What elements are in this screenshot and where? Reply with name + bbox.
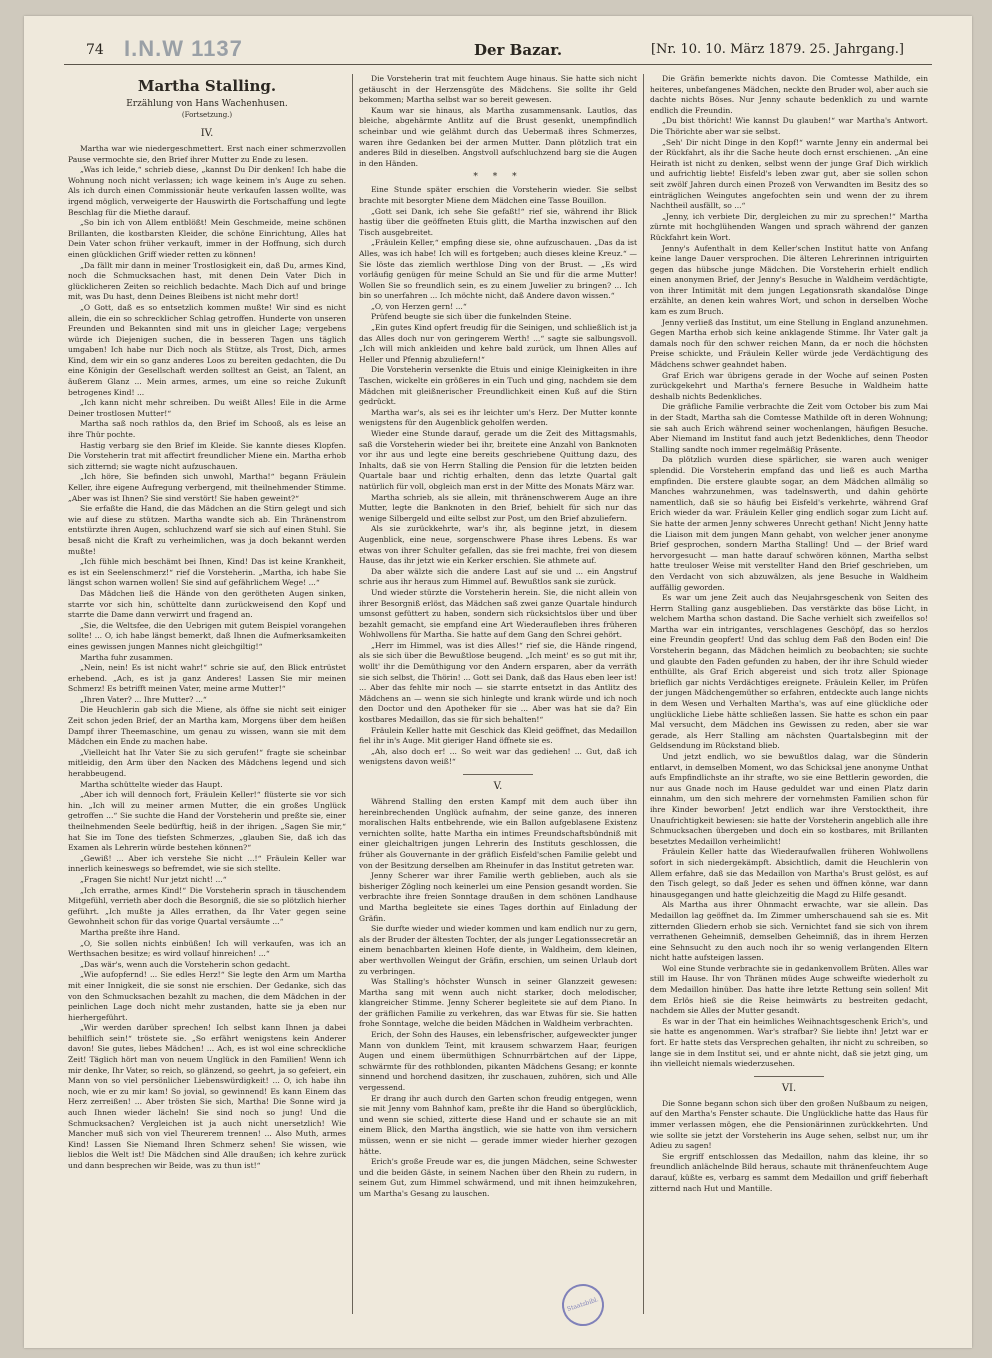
paragraph: „Ich höre, Sie befinden sich unwohl, Martha!“ begann Fräulein Keller, ihre eigene Aufregung verbergend, mit theilnehmender Stimme. „Aber was ist Ihnen? Sie sind verstört! Sie haben geweint?“: [68, 472, 346, 503]
paragraph: „Ein gutes Kind opfert freudig für die Seinigen, und schließlich ist ja das Alles doch nur von geringerem Werth! ...“ sagte sie salbungsvoll. „Ich will mich ankleiden und kehre bald zurück, um Ihnen Alles auf Heller und Pfennig abzuliefern!“: [359, 323, 637, 364]
paragraph: Fräulein Keller hatte das Wiederaufwallen früheren Wohlwollens sofort in sich niedergekämpft. Absichtlich, damit die Heuchlerin von Allem erfahre, daß sie das Medaillon von Martha's Brust gelöst, es auf den Tisch gelegt, so daß Jeder es sehen und öffnen könne, war dann hinausgegangen und hatte gleichzeitig die Magd zu Hilfe gesandt.: [650, 847, 928, 899]
paragraph: Er drang ihr auch durch den Garten schon freudig entgegen, wenn sie mit Jenny vom Bahnhof kam, preßte ihr die Hand so überglücklich, und wenn sie schied, zitterte diese Hand und er schaute sie an mit einem Blick, den Martha ängstlich, wie sie hatte von ihm versichern müssen, wenn er sie nicht — gerade immer wieder hierher gezogen hätte.: [359, 1093, 637, 1156]
paragraph: Kaum war sie hinaus, als Martha zusammensank. Lautlos, das bleiche, abgehärmte Antlitz auf die Brust gesenkt, unempfindlich scheinbar und wie gelähmt durch das Uebermaß ihres Schmerzes, waren ihre Gedanken bei der armen Mutter. Dann plötzlich trat ein anderes Bild in dieselben. Angstvoll aufschluchzend barg sie die Augen in den Händen.: [359, 105, 637, 168]
story-title: Martha Stalling.: [137, 77, 277, 95]
paragraph: Erich's große Freude war es, die jungen Mädchen, seine Schwester und die beiden Gäste, in seinem Nachen über den Rhein zu rudern, in seinem Gut, zum Himmel schwärmend, und mit ihnen heimzukehren, um Martha's Gesang zu lauschen.: [359, 1157, 637, 1198]
paragraph: „Gott sei Dank, ich sehe Sie gefaßt!“ rief sie, während ihr Blick hastig über die geöffneten Etuis glitt, die Martha inzwischen auf den Tisch ausgebreitet.: [359, 206, 637, 237]
header-rule: [64, 64, 932, 65]
masthead: Der Bazar.: [474, 41, 563, 59]
paragraph: Sie durfte wieder und wieder kommen und kam endlich nur zu gern, als der Bruder der ältesten Tochter, der als junger Legationssecretär an einem benachbarten kleinen Hofe diente, in Waldheim, dem kleinen, aber werthvollen Weingut der Gräfin, erschien, um seinen Urlaub dort zu verbringen.: [359, 924, 637, 976]
paragraph: Martha fuhr zusammen.: [80, 652, 173, 662]
paragraph: Fräulein Keller hatte mit Geschick das Kleid geöffnet, das Medaillon fiel ihr in's Auge. Mit gieriger Hand öffnete sie es.: [359, 725, 637, 746]
paragraph: Die Gräfin bemerkte nichts davon. Die Comtesse Mathilde, ein heiteres, unbefangenes Mädchen, neckte den Bruder wol, aber auch sie dachte nichts Böses. Nur Jenny schaute bedenklich zu und warnte endlich die Freundin.: [650, 74, 928, 115]
column-3: [650, 74, 928, 1314]
paragraph: „O, von Herzen gern! ...“: [371, 301, 467, 311]
newspaper-page: [24, 16, 972, 1348]
paragraph: „Wie aufopfernd! ... Sie edles Herz!“ Sie legte den Arm um Martha mit einer Innigkeit, die sie sonst nie erschien. Der Gedanke, sich das von den Schmucksachen bezahlt zu machen, die dem Mädchen in der peinlichen Lage doch nicht mehr zustanden, hatte sie ja eben nur hierhergeführt.: [68, 970, 346, 1022]
paragraph: Jenny's Aufenthalt in dem Keller'schen Institut hatte von Anfang keine lange Dauer versprochen. Die älteren Lehrerinnen intriguirten gegen das hübsche junge Mädchen. Die Vorsteherin erhielt endlich einen anonymen Brief, der Jenny's Besuche in Waldheim verdächtigte, von ihrer Intimität mit dem jungen Legationsrath skandalöse Dinge erzählte, an denen kein wahres Wort, und schon in derselben Woche kam es zum Bruch.: [650, 243, 928, 317]
column-divider: [352, 74, 353, 1314]
paragraph: „Jenny, ich verbiete Dir, dergleichen zu mir zu sprechen!“ Martha zürnte mit hochglühenden Wangen und sprach während der ganzen Rückfahrt kein Wort.: [650, 211, 928, 242]
paragraph: „Was ich leide,“ schrieb diese, „kannst Du Dir denken! Ich habe die Wohnung noch nicht verlassen; ich wage keinem in's Auge zu sehen. Als ich durch einen Commissionär heute verkaufen lassen wollte, was irgend möglich, verweigerte der Hauswirth die Fortschaffung und legte Beschlag für die Miethe darauf.: [68, 165, 346, 217]
paragraph: Martha schrieb, als sie allein, mit thränenschwerem Auge an ihre Mutter, legte die Banknoten in den Brief, behielt für sich nur das wenige Silbergeld und eilte selbst zur Post, um den Brief abzuliefern.: [359, 492, 637, 523]
paragraph: Da aber wälzte sich die andere Last auf sie und ... ein Angstruf schrie aus ihr heraus zum Himmel auf. Bewußtlos sank sie zurück.: [359, 566, 637, 587]
column-2: [359, 74, 637, 1314]
paragraph: „Fragen Sie nicht! Nur jetzt nicht! ...“: [80, 874, 227, 884]
column-divider: [643, 74, 644, 1314]
paragraph: Was Stalling's höchster Wunsch in seiner Glanzzeit gewesen: Martha sang mit wenn auch nicht starker, doch melodischer, klangreicher Stimme. Jenny Scherer begleitete sie auf dem Piano. In der gräflichen Familie zu verkehren, das war Etwas für sie. Sie hatten frohe Sonntage, welche die beiden Mädchen in Waldheim verbrachten.: [359, 977, 637, 1029]
paragraph: „Wir werden darüber sprechen! Ich selbst kann Ihnen ja dabei behilflich sein!“ tröstete sie. „So erfährt wenigstens kein Anderer davon! Sie gutes, liebes Mädchen! ... Ach, es ist wol eine schreckliche Zeit! Täglich hört man von neuem Unglück in den Familien! Wenn ich mir denke, Ihr Vater, so reich, so glänzend, so geehrt, ja so gefeiert, ein Mann von so viel persönlicher Liebenswürdigkeit! ... O, ich habe ihn noch, wie er zu mir kam! So jovial, so gewinnend! Es kann Einem das Herz zerreißen! ... Aber trösten Sie sich, Martha! Die Sonne wird ja auch Ihnen wieder lächeln! Sie sind noch so jung! Und die Schmucksachen? Vergleichen ist ja auch nicht unersetzlich! Wie Mancher muß sich von viel Theurerem trennen! ... Also Muth, armes Kind! Lassen Sie Niemand Ihren Schmerz sehen! Sie wissen, wie lieblos die Welt ist! Die Mädchen sind Alle draußen; ich kehre zurück und dann besprechen wir Beide, was zu thun ist!“: [68, 1023, 346, 1170]
paragraph: „Da fällt mir dann in meiner Trostlosigkeit ein, daß Du, armes Kind, noch die Schmucksachen hast, mit denen Dein Vater Dich in glücklicheren Zeiten so reichlich bedachte. Mach Dich auf und bringe mit, was Du hast, denn Deines Bleibens ist nicht mehr dort!: [68, 260, 346, 302]
paragraph: Die gräfliche Familie verbrachte die Zeit vom October bis zum Mai in der Stadt, Martha sah die Comtesse Mathilde oft in deren Wohnung; sie sah auch Erich während seiner wochenlangen, häufigen Besuche. Aber Niemand im Institut fand auch jetzt Bedenkliches, denn Theodor Stalling sandte noch immer regelmäßig Präsente.: [650, 402, 928, 454]
paragraph: „Seh' Dir nicht Dinge in den Kopf!“ warnte Jenny ein andermal bei der Rückfahrt, als ihr die Sache heute doch ernst erschienen. „An eine Heirath ist nicht zu denken, selbst wenn der junge Graf Dich wirklich und aufrichtig liebte! Eisfeld's leben zwar gut, aber sie sollen schon seit zwölf Jahren durch einen Prozeß von Verwandten im Besitz des so einträglichen Weingutes angefochten sein und wenn der zu ihrem Nachtheil ausfällt, so ...“: [650, 137, 928, 211]
paragraph: Sie erfaßte die Hand, die das Mädchen an die Stirn gelegt und sich wie auf diese zu stützen. Martha wandte sich ab. Ein Thränenstrom entstürzte ihren Augen, schluchzend warf sie sich auf einen Stuhl. Sie besaß nicht die Kraft zu verheimlichen, was ja doch bekannt werden mußte!: [68, 504, 346, 556]
paragraph: Während Stalling den ersten Kampf mit dem auch über ihn hereinbrechenden Unglück aufnahm, der seine ganze, des inneren moralischen Halts entbehrende, wie ein Ballon aufgeblasene Existenz vernichten sollte, hatte Martha ein intimes Freundschaftsbündniß mit einer gleichaltrigen jungen Lehrerin des Instituts geschlossen, die früher als Gouvernante in der gräflich Eisfeld'schen Familie gelebt und von der Besitzung derselben am Rheinufer in das Institut getreten war.: [359, 797, 637, 870]
paragraph: Martha war wie niedergeschmettert. Erst nach einer schmerzvollen Pause vermochte sie, den Brief ihrer Mutter zu Ende zu lesen.: [68, 144, 346, 164]
paragraph: Martha war's, als sei es ihr leichter um's Herz. Der Mutter konnte wenigstens für den Augenblick geholfen werden.: [359, 407, 637, 428]
paragraph: „Ihren Vater? ... Ihre Mutter? ...“: [80, 694, 207, 704]
paragraph: Martha saß noch rathlos da, den Brief im Schooß, als es leise an ihre Thür pochte.: [68, 419, 346, 440]
paragraph: Graf Erich war übrigens gerade in der Woche auf seinen Posten zurückgekehrt und Martha's fernere Besuche in Waldheim hatte deshalb nichts Bedenkliches.: [650, 370, 928, 401]
paragraph: „Ich fühle mich beschämt bei Ihnen, Kind! Das ist keine Krankheit, es ist ein Seelenschmerz!“ rief die Vorsteherin. „Martha, ich habe Sie längst schon warnen wollen! Sie sind auf gefährlichem Wege! ...“: [68, 557, 346, 588]
paragraph: Wieder eine Stunde darauf, gerade um die Zeit des Mittagsmahls, saß die Vorsteherin wieder bei ihr, breitete eine Anzahl von Banknoten vor ihr aus und legte eine bereits geschriebene Quittung dazu, des Inhalts, daß sie von Herrn Stalling die Pension für die letzten beiden Quartale baar und richtig erhalten, denn das letzte Quartal galt natürlich für voll, obgleich man erst in der Mitte des Monats März war.: [359, 429, 637, 491]
paragraph: „O Gott, daß es so entsetzlich kommen mußte! Wir sind es nicht allein, die ein so schrecklicher Schlag getroffen. Hunderte von unseren Freunden und Bekannten sind mit uns in gleicher Lage; vergebens würde ich Diejenigen suchen, die in besseren Tagen uns täglich umgaben! Ich habe nur Dich noch als Stütze, als Trost, Dich, armes Kind, dem wir ein so ganz anderes Loos zu bereiten gedachten, die Du eine Königin der Gesellschaft werden solltest an Geist, an Talent, an äußerem Glanz ... Mein armes, armes, um eine so reiche Zukunft betrogenes Kind! ...: [68, 302, 346, 397]
column-3-text-b: [650, 1099, 928, 1194]
pencil-shelfmark: I.N.W 1137: [124, 36, 243, 61]
chapter-heading-iv: IV.: [200, 128, 214, 139]
paragraph: Prüfend beugte sie sich über die funkelnden Steine.: [371, 312, 572, 322]
paragraph: Als sie zurückkehrte, war's ihr, als beginne jetzt, in diesem Augenblick, eine neue, sorgenschwere Phase ihres Lebens. Es war etwas von ihrer Schulter gefallen, das sie frei machte, frei von diesem Hause, das ihr jetzt wie ein Kerker erschien. Sie athmete auf.: [359, 524, 637, 566]
paragraph: Martha schüttelte wieder das Haupt.: [80, 779, 223, 789]
chapter-heading-v: V.: [493, 781, 503, 792]
paragraph: „Ah, also doch er! ... So weit war das gediehen! ... Gut, daß ich wenigstens davon weiß!“: [359, 746, 637, 767]
page-number: 74: [86, 42, 104, 58]
section-stars: * * *: [473, 172, 523, 183]
section-rule: [754, 1076, 824, 1077]
paragraph: Die Sonne begann schon sich über den großen Nußbaum zu neigen, auf den Martha's Fenster schaute. Die Unglückliche hatte das Haus für immer verlassen mögen, ehe die Pensionärinnen zurückkehrten. Und wie sollte sie jetzt der Vorsteherin ins Auge sehen, selbst nur, um ihr Adieu zu sagen!: [650, 1098, 928, 1151]
paragraph: „Herr im Himmel, was ist dies Alles!“ rief sie, die Hände ringend, als sie sich über die Bewußtlose beugend. „Ich meint' es so gut mit ihr, wollt' ihr die Demüthigung vor den Andern ersparen, aber da verräth sie sich selbst, die Thörin! ... Gott sei Dank, daß das Haus eben leer ist! ... Aber das fehlte mir noch — sie starrte entsetzt in das Antlitz des Mädchens an — wenn sie sich hinlegte und krank würde und ich noch den Doctor und den Apotheker für sie ... Aber was hat sie da? Ein kostbares Medaillon, das sie für sich behalten!“: [359, 640, 637, 725]
paragraph: Und wieder stürzte die Vorsteherin herein. Sie, die nicht allein von ihrer Besorgniß erlöst, das Mädchen saß zwei ganze Quartale hindurch umsonst gefüttert zu haben, sondern sich rücksichtslos über und über bezahlt gemacht, sie empfand eine Art Wiederaufleben ihres früheren Wohlwollens für Martha. Sie hatte auf dem Gang den Schrei gehört.: [359, 587, 637, 640]
paragraph: „Fräulein Keller,“ empfing diese sie, ohne aufzuschauen. „Das da ist Alles, was ich habe! Ich will es fortgeben; auch dieses kleine Kreuz.“ — Sie löste das ziemlich werthlose Ding von der Brust. — „Es wird vorläufig genügen für meine Schuld an Sie und für die arme Mutter! Wollen Sie so freundlich sein, es zu einem Juwelier zu bringen? ... Ich bin so unerfahren ... Ich möchte nicht, daß Andere davon wissen.“: [359, 238, 637, 301]
continuation-note: (Fortsetzung.): [181, 111, 233, 119]
paragraph: Die Vorsteherin versenkte die Etuis und einige Kleinigkeiten in ihre Taschen, wickelte ein größeres in ein Tuch und ging, nachdem sie dem Mädchen mit gleißnerischer Freundlichkeit einen Kuß auf die Stirn gedrückt.: [359, 365, 637, 407]
column-2-text-c: [359, 797, 637, 1200]
paragraph: „Aber ich will dennoch fort, Fräulein Keller!“ flüsterte sie vor sich hin. „Ich will zu meiner armen Mutter, die ein großes Unglück getroffen ...“ Sie suchte die Hand der Vorsteherin und preßte sie, einer theilnehmenden Seele bedürftig, heiß in der ihrigen. „Sagen Sie mir,“ hat Sie im Tone des tiefsten Schmerzes, „glauben Sie, daß ich das Examen als Lehrerin würde bestehen können?“: [68, 790, 346, 853]
paragraph: Da plötzlich wurden diese spärlicher, sie waren auch weniger splendid. Die Vorsteherin empfand das und ließ es auch Martha empfinden. Die erstere glaubte sogar, an dem Mädchen allmälig so Manches wahrzunehmen, was tadelnswerth, und dahin gehörte namentlich, daß sie so häufig bei Eisfeld's verkehrte, während Graf Erich wieder da war. Fräulein Keller ging endlich sogar zum Licht auf. Sie hatte der armen Jenny schweres Unrecht gethan! Nicht Jenny hatte die Liaison mit dem jungen Mann gehabt, von welcher jener anonyme Brief gesprochen, sondern Martha Stalling! Und — der Brief ward hervorgesucht — man hatte darauf schwören können, Martha selbst hatte treuloser Weise mit verstellter Hand den Brief geschrieben, um den Verdacht von sich abzuwälzen, als jene Besuche in Waldheim auffällig geworden.: [650, 455, 928, 592]
paragraph: „Nein, nein! Es ist nicht wahr!“ schrie sie auf, den Blick entrüstet erhebend. „Ach, es ist ja ganz Anderes! Lassen Sie mir meinen Schmerz! Es betrifft meinen Vater, meine arme Mutter!“: [68, 663, 346, 694]
paragraph: Als Martha aus ihrer Ohnmacht erwachte, war sie allein. Das Medaillon lag geöffnet da. Im Zimmer umherschauend sah sie es. Mit zitternden Gliedern erhob sie sich. Vernichtet fand sie sich von ihrem verrathenen Geheimniß, demselben Geheimniß, das in ihrem Herzen eine Sehnsucht zu den auch noch ihr so wenig verlangenden Eltern nicht hatte aufsteigen lassen.: [650, 900, 928, 963]
paragraph: „Das wär's, wenn auch die Vorsteherin schon gedacht.: [80, 959, 291, 969]
paragraph: Hastig verbarg sie den Brief im Kleide. Sie kannte dieses Klopfen. Die Vorsteherin trat mit affectirt freundlicher Miene ein. Martha erhob sich zitternd; sie wagte nicht aufzuschauen.: [68, 440, 346, 471]
paragraph: „Ich kann nicht mehr schreiben. Du weißt Alles! Eile in die Arme Deiner trostlosen Mutter!“: [68, 398, 346, 418]
paragraph: Erich, der Sohn des Hauses, ein lebensfrischer, aufgeweckter junger Mann von dunklem Teint, mit krausem schwarzem Haar, feurigen Augen und einem übermüthigen Schnurrbärtchen auf der Lippe, schwärmte für des rothblonden, pikanten Mädchens Gesang; er konnte sinnend und horchend dasitzen, ihr zuschauen, zuhören, sich und Alle vergessend.: [359, 1030, 637, 1093]
chapter-heading-vi: VI.: [781, 1082, 797, 1094]
paragraph: Das Mädchen ließ die Hände von den gerötheten Augen sinken, starrte vor sich hin, schüttelte dann zurückweisend den Kopf und starrte die Dame dann verwirrt und fragend an.: [68, 588, 346, 620]
paragraph: „Du bist thöricht! Wie kannst Du glauben!“ war Martha's Antwort. Die Thörichte aber war sie selbst.: [650, 116, 928, 136]
paragraph: Es war in der That ein heimliches Weihnachtsgeschenk Erich's, und sie hatte es angenommen. War's strafbar? Sie liebte ihn! Jetzt war er fort. Er hatte stets das Versprechen gehalten, ihr nicht zu schreiben, so lange sie in dem Institut sei, und er ahnte nicht, daß sie jetzt ging, um ihn vielleicht niemals wiederzusehen.: [650, 1016, 928, 1069]
paragraph: Und jetzt endlich, wo sie bewußtlos dalag, war die Sünderin entlarvt, in demselben Moment, wo das Schicksal jene anonyme Unthat aufs Empfindlichste an ihr strafte, wo sie eine Bettlerin geworden, die nur aus Gnade noch im Hause geduldet war und einen Platz darin einnahm, um den sich mehrere der vornehmsten Familien schon für ihre Kinder beworben! Jetzt endlich war ihre Verstocktheit, ihre Unaufrichtigkeit bewiesen: sie hatte der Vorsteherin angeblich alle ihre Schmucksachen übergeben und doch ein so kostbares, mit Brillanten besetztes Medaillon verheimlicht!: [650, 752, 928, 846]
paragraph: Sie ergriff entschlossen das Medaillon, nahm das kleine, ihr so freundlich anlächelnde Bild heraus, schaute mit thränenfeuchtem Auge darauf, küßte es, verbarg es sammt dem Medaillon und griff fieberhaft zitternd nach Hut und Mantille.: [650, 1151, 928, 1193]
column-1: [68, 74, 346, 1314]
page-header: [64, 38, 932, 60]
paragraph: Es war um jene Zeit auch das Neujahrsgeschenk von Seiten des Herrn Stalling ganz ausgeblieben. Das verstärkte das böse Licht, in welchem Martha schon dastand. Die Sache verhielt sich zweifellos so! Martha war ein intrigantes, verschlagenes Geschöpf, das so herzlos eine Freundin geopfert! Und das schlug dem Faß den Boden ein! Die Vorsteherin begann, das Mädchen heimlich zu beobachten; sie suchte und glaubte den Faden gefunden zu haben, der ihr ihre Schuld wieder enthüllte, als Graf Erich abgereist und sich trotz aller Spionage brieflich gar nichts Verdächtiges ereignete. Fräulein Keller, im Prüfen der jungen Mädchengemüther so erfahren, entdeckte auch lange nichts in dem Wesen und Verhalten Martha's, was auf eine glückliche oder unglückliche Liebe hätte schließen lassen. Sie hatte es schon ein paar Mal versucht, dem Mädchen ins Gewissen zu reden, aber sie war gerade, als Herr Stalling am nächsten Quartalsbeginn mit der Geldsendung im Rückstand blieb.: [650, 593, 928, 751]
paragraph: „Sie, die Weltsfee, die den Uebrigen mit gutem Beispiel vorangehen sollte! ... O, ich habe längst bemerkt, daß Ihnen die Aufmerksamkeiten eines gewissen jungen Mannes nicht gleichgiltig!“: [68, 620, 346, 651]
column-2-text-b: [359, 185, 637, 768]
paragraph: „So bin ich von Allem entblößt! Mein Geschmeide, meine schönen Brillanten, die kostbarsten Kleider, die schöne Einrichtung, Alles hat Dein Vater schon früher verkauft, immer in der Hoffnung, sich durch einen glücklichen Griff wieder retten zu können!: [68, 218, 346, 259]
paragraph: „Gewiß! ... Aber ich verstehe Sie nicht ...!“ Fräulein Keller war innerlich keineswegs so befremdet, wie sie sich stellte.: [68, 853, 346, 874]
issue-info: [Nr. 10. 10. März 1879. 25. Jahrgang.]: [650, 42, 904, 57]
paragraph: Die Heuchlerin gab sich die Miene, als öffne sie nicht seit einiger Zeit schon jeden Brief, der an Martha kam, Morgens über dem heißen Dampf ihrer Theemaschine, um genau zu wissen, wann sie mit dem Mädchen ein Ende zu machen habe.: [68, 705, 346, 747]
column-1-text: [68, 144, 346, 1172]
story-subtitle: Erzählung von Hans Wachenhusen.: [126, 99, 288, 109]
paragraph: Jenny Scherer war ihrer Familie werth geblieben, auch als sie bisheriger Zögling noch keinerlei um eine Pension gesandt worden. Sie verbrachte ihre freien Sonntage draußen in dem schönen Landhause und Martha begleitete sie eines Tages dorthin auf Einladung der Gräfin.: [359, 871, 637, 923]
paragraph: Jenny verließ das Institut, um eine Stellung in England anzunehmen. Gegen Martha erhob sich keine anklagende Stimme. Ihr Vater galt ja damals noch für den schwer reichen Mann, da er noch die höchsten Preise schickte, und Fräulein Keller würde jede Verdächtigung des Mädchens schwer geahndet haben.: [650, 317, 928, 370]
paragraph: Eine Stunde später erschien die Vorsteherin wieder. Sie selbst brachte mit besorgter Miene dem Mädchen eine Tasse Bouillon.: [359, 185, 637, 205]
paragraph: „O, Sie sollen nichts einbüßen! Ich will verkaufen, was ich an Werthsachen besitze; es wird vollauf hinreichen! ...“: [68, 938, 346, 959]
section-rule: [463, 774, 533, 775]
column-2-text-a: [359, 74, 637, 169]
column-3-text-a: [650, 74, 928, 1070]
paragraph: Martha preßte ihre Hand.: [80, 927, 181, 937]
paragraph: Die Vorsteherin trat mit feuchtem Auge hinaus. Sie hatte sich nicht getäuscht in der Herzensgüte des Mädchens. Sie sollte ihr Geld bekommen; Martha selbst war so bereit gewesen.: [359, 74, 637, 105]
paragraph: „Vielleicht hat Ihr Vater Sie zu sich gerufen!“ fragte sie scheinbar mitleidig, den Arm über den Nacken des Mädchens legend und sich herabbeugend.: [68, 747, 346, 779]
library-stamp: Staatsbibl.: [557, 1279, 610, 1332]
paragraph: „Ich errathe, armes Kind!“ Die Vorsteherin sprach in täuschendem Mitgefühl, verrieth aber doch die Besorgniß, die sie so plötzlich hierher geführt. „Ich mußte ja Alles errathen, da Ihr Vater gegen seine Gewohnheit schon für das vorige Quartal versäumte ...“: [68, 885, 346, 927]
paragraph: Wol eine Stunde verbrachte sie in gedankenvollem Brüten. Alles war still im Hause. Ihr von Thränen müdes Auge schweifte wiederholt zu dem Medaillon hinüber. Das hatte ihre letzte Rettung sein sollen! Mit dem Erlös hieß sie die Reise heimwärts zu bestreiten gedacht, nachdem sie Alles der Mutter gesandt.: [650, 963, 928, 1016]
